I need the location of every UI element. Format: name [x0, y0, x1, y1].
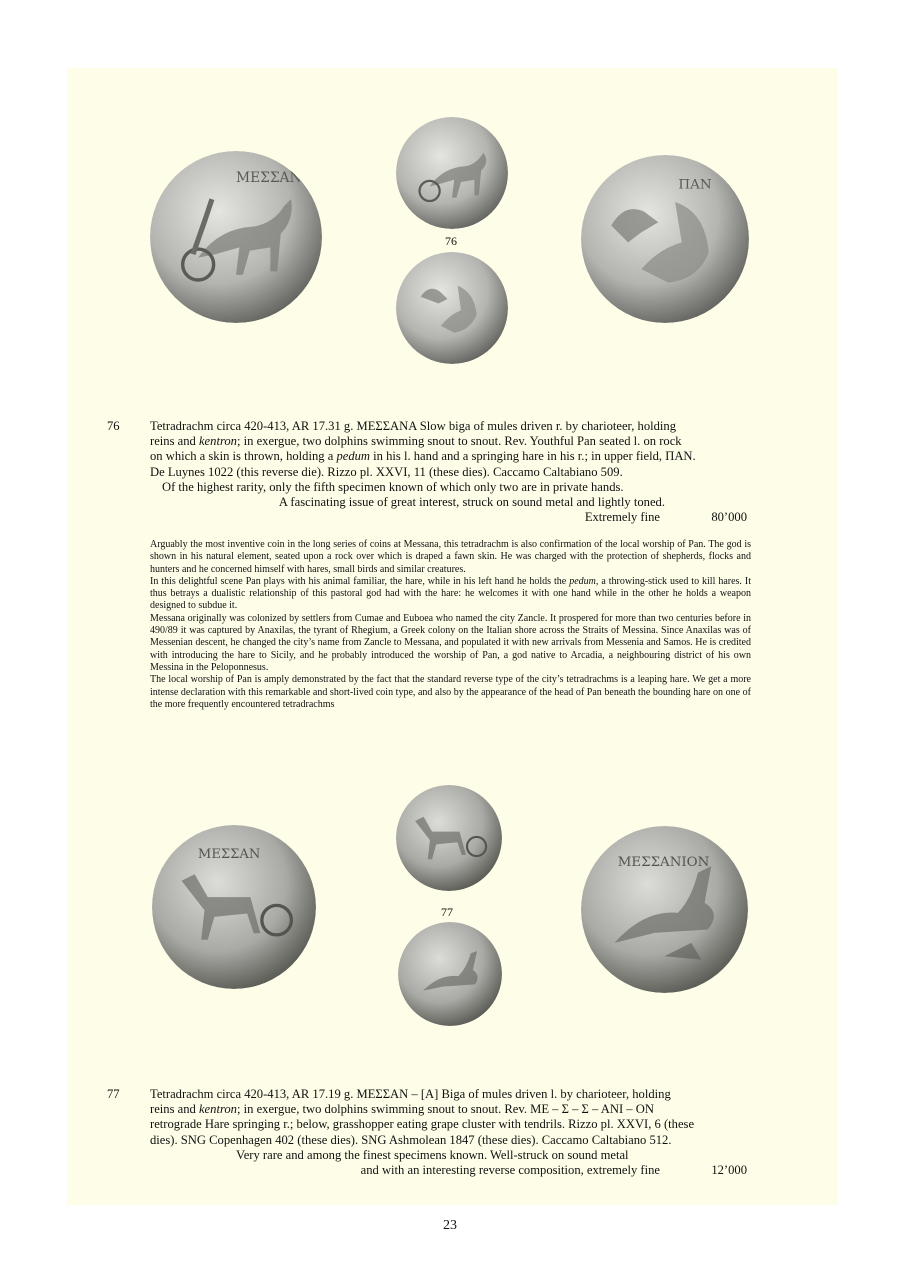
essay — [150, 539, 751, 711]
plate-number: 77 — [441, 905, 453, 919]
description-line: retrograde Hare springing r.; below, grasshopper eating grape cluster with tendrils. Rizzo pl. XXVI, 6 (these — [150, 1117, 695, 1132]
coin-legend: ΜΕΣΣΑΝ — [197, 846, 261, 862]
description-line: reins and kentron; in exergue, two dolphins swimming snout to snout. Rev. ΜΕ – Σ – Σ – ΑΝΙ – ΟΝ — [150, 1102, 654, 1117]
lot-number: 77 — [107, 1087, 120, 1101]
coin-76-reverse-large — [581, 155, 749, 323]
description-line: Tetradrachm circa 420-413, AR 17.31 g. ΜΕΣΣΑΝΑ Slow biga of mules driven r. by charioteer, holding — [150, 419, 677, 433]
coin-legend: ΜΕΣΣΑΝΙΟΝ — [617, 855, 710, 871]
coin-76-obverse-small — [396, 117, 508, 229]
price: 12’000 — [711, 1163, 747, 1178]
remark-line: Very rare and among the finest specimens known. Well-struck on sound metal — [236, 1147, 629, 1162]
lot-description — [150, 419, 751, 525]
description-line: De Luynes 1022 (this reverse die). Rizzo pl. XXVI, 11 (these dies). Caccamo Caltabiano 509. — [150, 464, 623, 479]
coin-legend: ΠΑΝ — [678, 177, 712, 193]
coin-76-obverse-large — [150, 151, 322, 323]
coin-77-obverse-large — [152, 825, 316, 989]
lot-description — [150, 1087, 751, 1178]
essay-paragraph: Messana originally was colonized by settlers from Cumae and Euboea who named the city Zancle. It prospered for more than two centuries before in 490/89 it was captured by Anaxilas, the tyrant of Rhegium, a Greek colony on the Italian shore across the Straits of Messina. Since Anaxilas was of Messenian descent, he changed the city’s name from Zancle to Messana, and populated it with new arrivals from Messenia and Samos. He is credited with introducing the hare to Sicily, and he probably introduced the worship of Pan, a god native to Arcadia, a neighbouring district of his own Messina in the Peloponnesus. — [150, 612, 751, 673]
remark-line: A fascinating issue of great interest, struck on sound metal and lightly toned. — [278, 495, 665, 510]
coin-legend: ΜΕΣΣΑΝΑ — [236, 169, 312, 186]
essay-paragraph: The local worship of Pan is amply demonstrated by the fact that the standard reverse type of the city’s tetradrachms is a leaping hare. We get a more intense declaration with this remarkable and short-lived coin type, and also by the appearance of the head of Pan beneath the bounding hare on one of the more frequently encountered tetradrachms — [150, 674, 751, 710]
description-line: dies). SNG Copenhagen 402 (these dies). SNG Ashmolean 1847 (these dies). Caccamo Caltabiano 512. — [150, 1132, 672, 1147]
lot-number: 76 — [107, 419, 120, 433]
coin-76-reverse-small — [396, 252, 508, 364]
price: 80’000 — [711, 510, 747, 525]
description-line: on which a skin is thrown, holding a pedum in his l. hand and a springing hare in his r.; in upper field, ΠΑΝ. — [150, 449, 696, 464]
remark-line: Of the highest rarity, only the fifth specimen known of which only two are in private hands. — [162, 479, 624, 494]
grade: Extremely fine — [584, 510, 660, 525]
grade: and with an interesting reverse composition, extremely fine — [360, 1163, 660, 1178]
essay-paragraph: Arguably the most inventive coin in the long series of coins at Messana, this tetradrachm is also confirmation of the local worship of Pan. The god is shown in his natural element, seated upon a rock over which is draped a fawn skin. He was charged with the protection of shepherds, flocks and hunters and he concerned himself with hares, small birds and similar creatures. — [150, 539, 751, 575]
coin-77-reverse-large — [581, 826, 748, 993]
coin-77-reverse-small — [398, 922, 502, 1026]
page-number: 23 — [443, 1218, 457, 1233]
coin-77-obverse-small — [396, 785, 502, 891]
description-line: Tetradrachm circa 420-413, AR 17.19 g. ΜΕΣΣΑΝ – [Α] Biga of mules driven l. by charioteer, holding — [150, 1087, 671, 1101]
essay-paragraph: In this delightful scene Pan plays with his animal familiar, the hare, while in his left hand he holds the pedum, a throwing-stick used to kill hares. It thus betrays a dualistic relationship of this pastoral god had with the hare: he welcomes it with one hand while in the other he holds a weapon designed to subdue it. — [150, 575, 751, 612]
plate-number: 76 — [445, 234, 457, 248]
description-line: reins and kentron; in exergue, two dolphins swimming snout to snout. Rev. Youthful Pan seated l. on rock — [150, 434, 682, 449]
